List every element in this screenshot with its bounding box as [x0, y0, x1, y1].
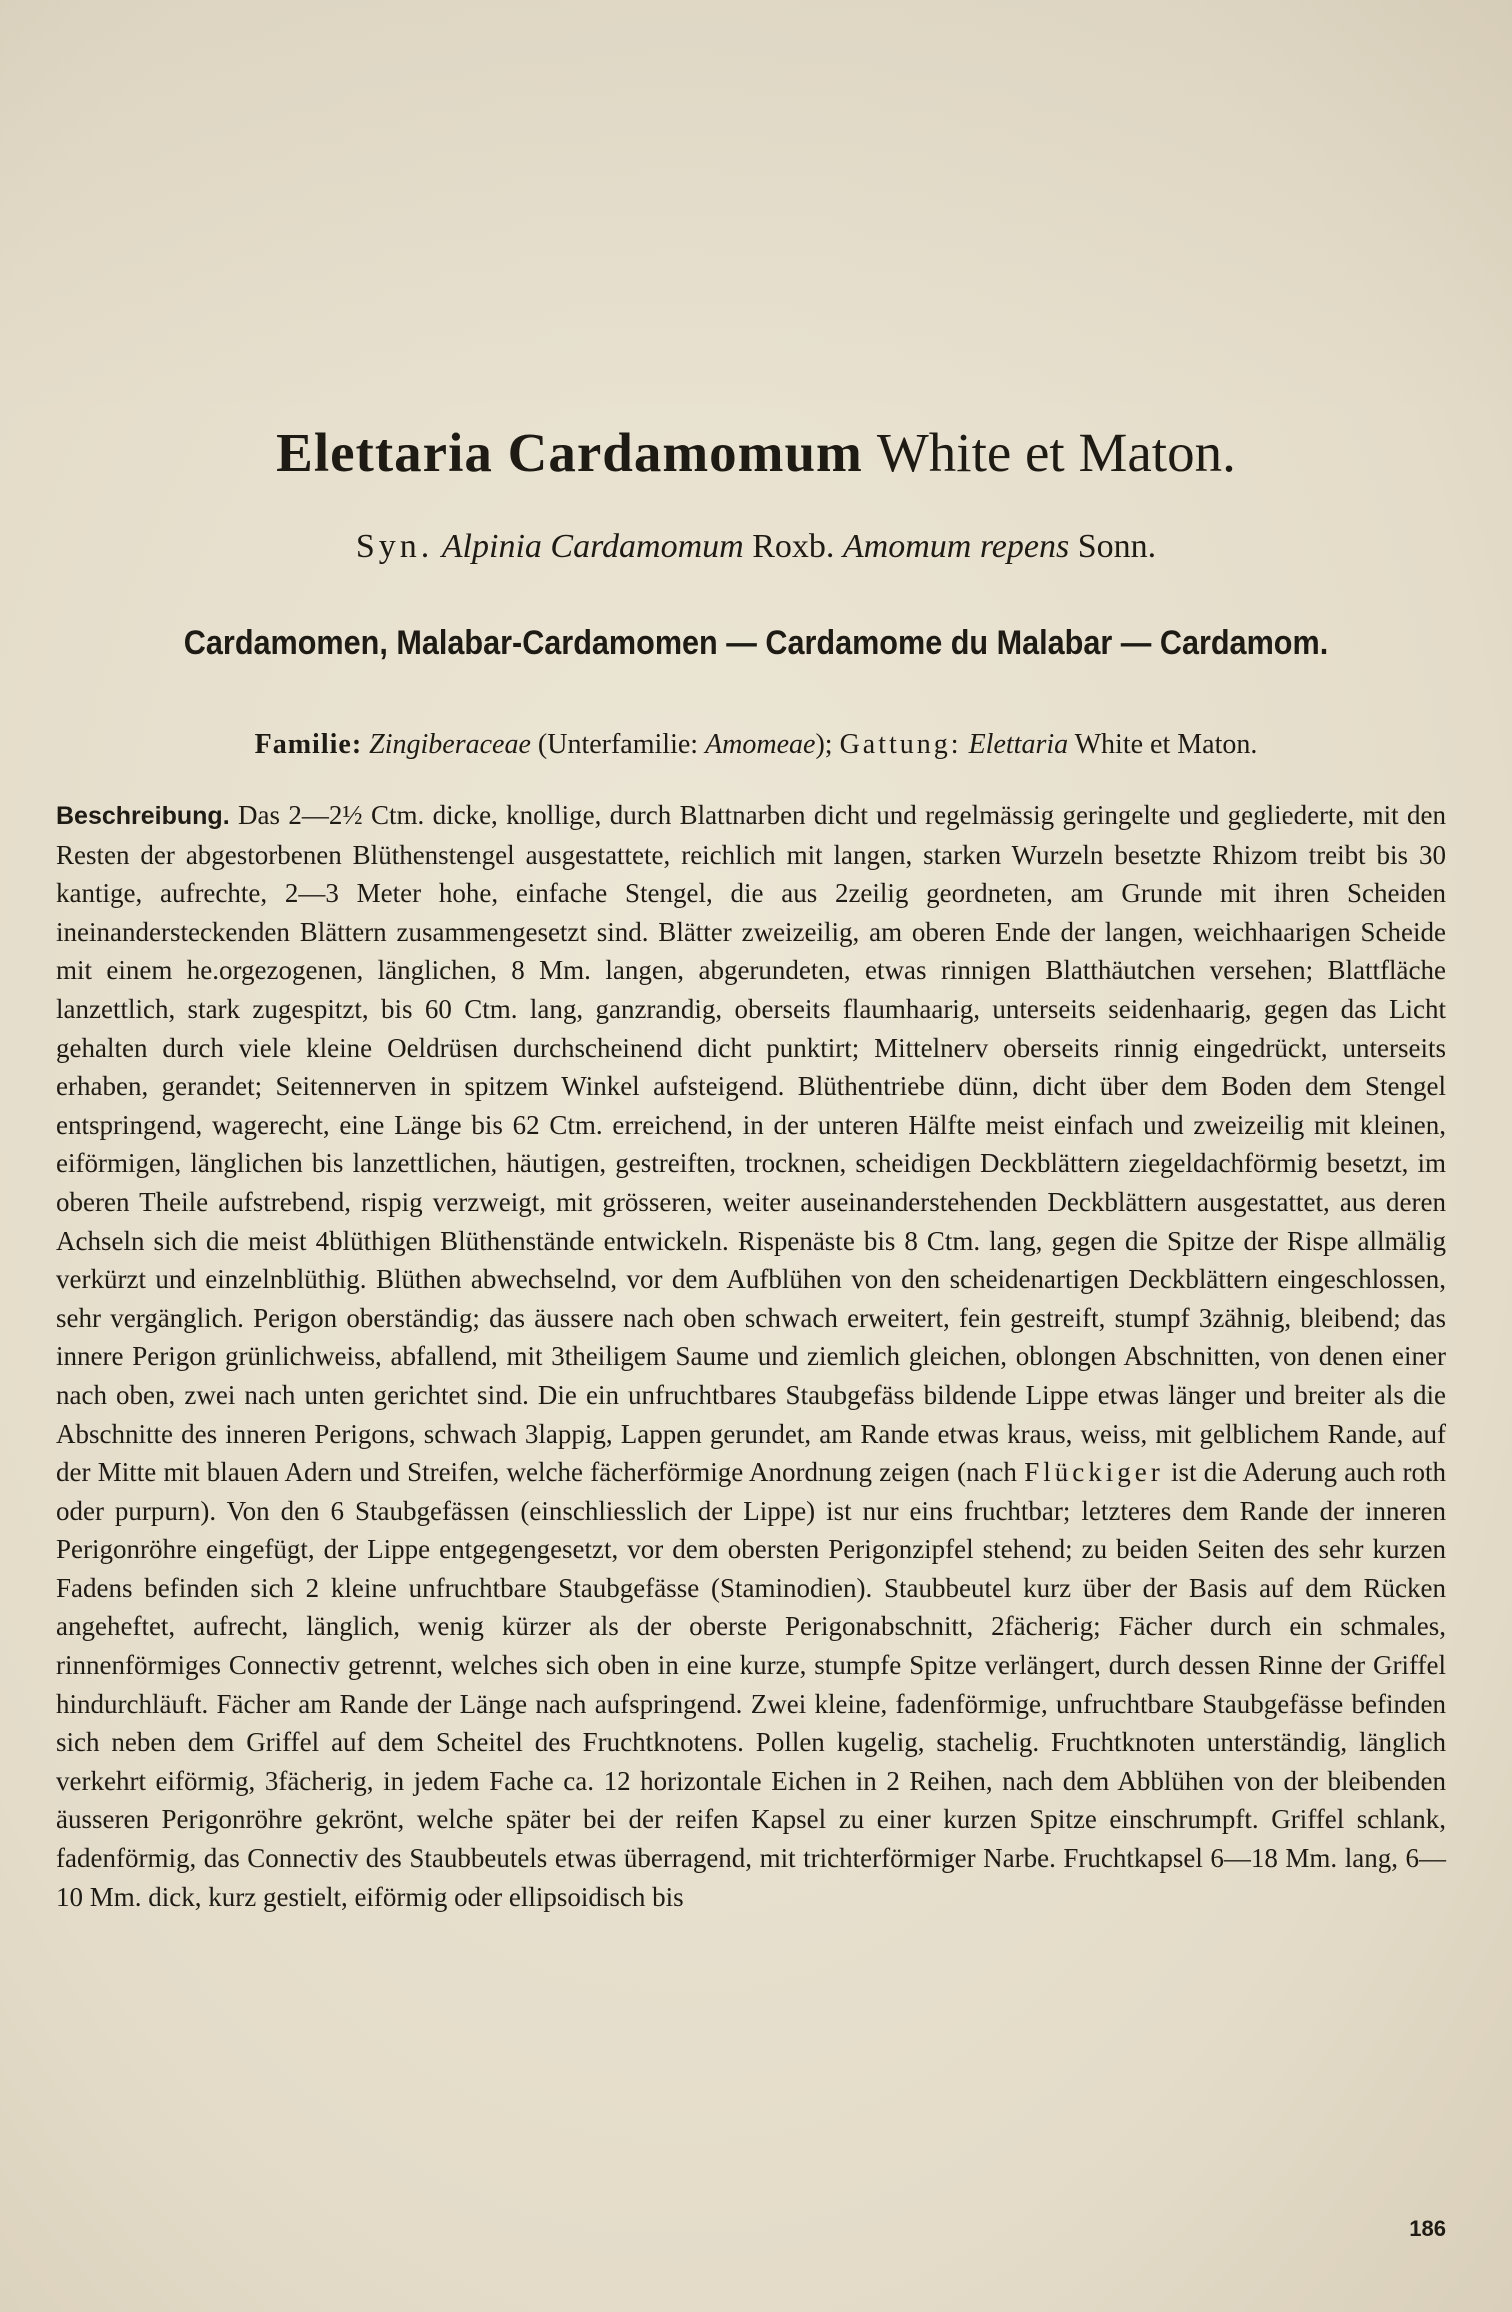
genus-label: Gattung:	[839, 729, 962, 760]
family-line	[0, 725, 1512, 765]
author-reference: Flückiger	[1024, 1457, 1164, 1488]
description-part-2: ist die Aderung auch roth oder purpurn). Von den 6 Staubgefässen (einschliesslich der Lippe) ist nur eins fruchtbar; letzteres dem Rande der inneren Perigonröhre eingefügt, der Lippe entgegengesetzt, vor dem obersten Perigonzipfel stehend; zu beiden Seiten des sehr kurzen Fadens befinden sich 2 kleine unfruchtbare Staubgefässe (Staminodien). Staubbeutel kurz über der Basis auf dem Rücken angeheftet, aufrecht, länglich, wenig kürzer als der oberste Perigonabschnitt, 2fächerig; Fächer durch ein schmales, rinnenförmiges Connectiv getrennt, welches sich oben in eine kurze, stumpfe Spitze verlängert, durch dessen Rinne der Griffel hindurchläuft. Fächer am Rande der Länge nach aufspringend. Zwei kleine, fadenförmige, unfruchtbare Staubgefässe befinden sich neben dem Griffel auf dem Scheitel des Fruchtknotens. Pollen kugelig, stachelig. Fruchtknoten unterständig, länglich verkehrt eiförmig, 3fächerig, in jedem Fache ca. 12 horizontale Eichen in 2 Reihen, nach dem Abblühen von der bleibenden äusseren Perigonröhre gekrönt, welche später bei der reifen Kapsel zu einer kurzen Spitze einschrumpft. Griffel schlank, fadenförmig, das Connectiv des Staubbeutels etwas überragend, mit trichterförmiger Narbe. Fruchtkapsel 6—18 Mm. lang, 6—10 Mm. dick, kurz gestielt, eiförmig oder ellipsoidisch bis	[56, 1457, 1447, 1912]
synonyms-label: Syn.	[355, 528, 434, 565]
subfamily-open: (Unterfamilie:	[537, 729, 699, 760]
synonym-2-author: Sonn.	[1077, 528, 1157, 565]
species-name: Elettaria Cardamomum	[276, 422, 863, 483]
family-name: Zingiberaceae	[369, 729, 531, 760]
family-label: Familie:	[254, 729, 363, 760]
genus-author: White et Maton.	[1074, 729, 1258, 760]
page-number: 186	[1409, 2216, 1446, 2241]
synonyms-line	[0, 525, 1512, 569]
common-names: Cardamomen, Malabar-Cardamomen — Cardamome du Malabar — Cardamom.	[183, 624, 1329, 662]
genus-name: Elettaria	[968, 729, 1069, 760]
synonym-2: Amomum repens	[842, 528, 1070, 565]
synonym-1: Alpinia Cardamomum	[441, 528, 744, 565]
subfamily-close: );	[815, 729, 833, 760]
species-title	[0, 418, 1512, 488]
show-through-area	[0, 0, 1512, 420]
description-part-1: Das 2—2½ Ctm. dicke, knollige, durch Blattnarben dicht und regelmässig geringelte und gegliederte, mit den Resten der abgestorbenen Blüthenstengel ausgestattete, reichlich mit langen, starken Wurzeln besetzte Rhizom treibt bis 30 kantige, aufrechte, 2—3 Meter hohe, einfache Stengel, die aus 2zeilig geordneten, am Grunde mit ihren Scheiden ineinandersteckenden Blättern zusammengesetzt sind. Blätter zweizeilig, am oberen Ende der langen, weichhaarigen Scheide mit einem he.orgezogenen, länglichen, 8 Mm. langen, abgerundeten, etwas rinnigen Blatthäutchen versehen; Blattfläche lanzettlich, stark zugespitzt, bis 60 Ctm. lang, ganzrandig, oberseits flaumhaarig, unterseits seidenhaarig, gegen das Licht gehalten durch viele kleine Oeldrüsen durchscheinend dicht punktirt; Mittelnerv oberseits rinnig eingedrückt, unterseits erhaben, gerandet; Seitennerven in spitzem Winkel aufsteigend. Blüthentriebe dünn, dicht über dem Boden dem Stengel entspringend, wagerecht, eine Länge bis 62 Ctm. erreichend, in der unteren Hälfte meist einfach und zweizeilig mit kleinen, eiförmigen, länglichen bis lanzettlichen, häutigen, gestreiften, trocknen, scheidigen Deckblättern ziegeldachförmig besetzt, im oberen Theile aufstrebend, rispig verzweigt, mit grösseren, weiter auseinanderstehenden Deckblättern ausgestattet, aus deren Achseln sich die meist 4blüthigen Blüthenstände entwickeln. Rispenäste bis 8 Ctm. lang, gegen die Spitze der Rispe allmälig verkürzt und einzelnblüthig. Blüthen abwechselnd, vor dem Aufblühen von den scheidenartigen Deckblättern eingeschlossen, sehr vergänglich. Perigon oberständig; das äussere nach oben schwach erweitert, fein gestreift, stumpf 3zähnig, bleibend; das innere Perigon grünlichweiss, abfallend, mit 3theiligem Saume und ziemlich gleichen, oblongen Abschnitten, von denen einer nach oben, zwei nach unten gerichtet sind. Die ein unfruchtbares Staubgefäss bildende Lippe etwas länger und breiter als die Abschnitte des inneren Perigons, schwach 3lappig, Lappen gerundet, am Rande etwas kraus, weiss, mit gelblichem Rande, auf der Mitte mit blauen Adern und Streifen, welche fächerförmige Anordnung zeigen (nach	[56, 800, 1446, 1488]
description-label: Beschreibung.	[56, 802, 230, 830]
description-paragraph	[56, 796, 1446, 1916]
synonym-1-author: Roxb.	[752, 528, 835, 565]
species-author: White et Maton.	[876, 422, 1236, 483]
subfamily-name: Amomeae	[705, 729, 816, 760]
